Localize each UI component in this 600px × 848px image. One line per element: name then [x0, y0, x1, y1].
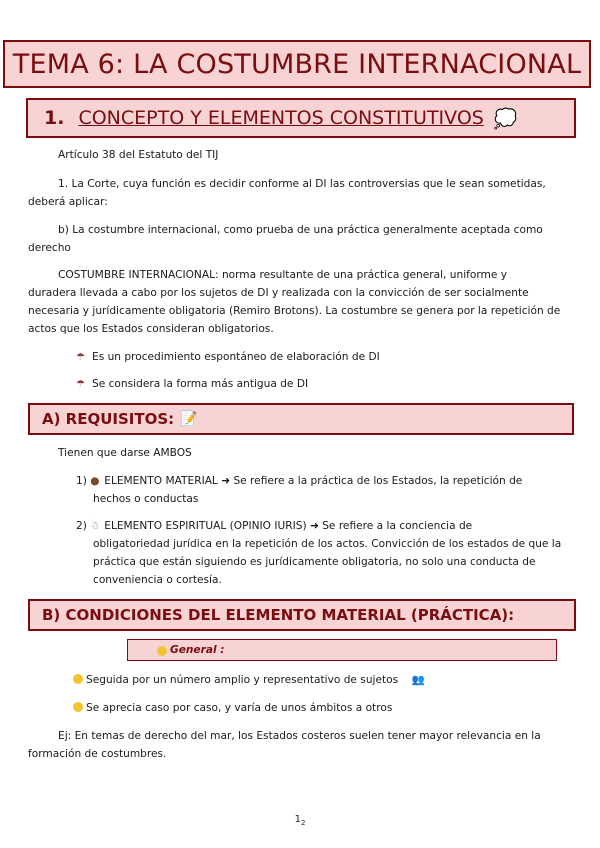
umbrella-icon: ☂ — [76, 352, 85, 363]
section-1-number: 1. — [44, 107, 65, 129]
section-a-title: A) REQUISITOS: — [42, 410, 175, 428]
article-reference: Artículo 38 del Estatuto del TIJ — [58, 149, 219, 161]
general-label: General : — [170, 644, 225, 656]
requirement-1-text: ELEMENTO MATERIAL ➜ Se refiere a la práctica de los Estados, la repetición de — [104, 475, 523, 487]
page-number — [0, 814, 600, 827]
section-b-title: B) CONDICIONES DEL ELEMENTO MATERIAL (PRÁCTICA): — [42, 606, 515, 624]
requirement-2-line-4: conveniencia o cortesía. — [93, 574, 222, 586]
article-paragraph-2-line-1: b) La costumbre internacional, como prueba de una práctica generalmente aceptada como — [58, 224, 543, 236]
requirement-1-line-1 — [76, 472, 522, 491]
requirement-2-text: ELEMENTO ESPIRITUAL (OPINIO IURIS) ➜ Se refiere a la conciencia de — [104, 520, 473, 532]
page-number-value: 1 — [294, 814, 301, 825]
requirement-2-line-3: práctica que están siguiendo es jurídicamente obligatoria, no solo una conducta de — [93, 556, 536, 568]
example-line-2: formación de costumbres. — [28, 748, 167, 760]
memo-icon: 📝 — [180, 411, 198, 427]
bullet-2-text: Se considera la forma más antigua de DI — [92, 378, 309, 390]
requirement-1-number: 1) — [76, 475, 87, 487]
document-title: TEMA 6: LA COSTUMBRE INTERNACIONAL — [12, 48, 582, 80]
definition-line-1: COSTUMBRE INTERNACIONAL: norma resultante de una práctica general, uniforme y — [58, 269, 508, 281]
definition-line-3: necesaria y jurídicamente obligatoria (Remiro Brotons). La costumbre se genera por la repetición de — [28, 305, 561, 317]
requirement-2-line-1 — [76, 517, 472, 536]
smiley-icon — [72, 702, 86, 712]
condition-2-text: Se aprecia caso por caso, y varía de unos ámbitos a otros — [86, 702, 393, 714]
ghost-icon: ☃ — [90, 520, 100, 532]
requirements-intro: Tienen que darse AMBOS — [58, 447, 192, 459]
section-1-title: CONCEPTO Y ELEMENTOS CONSTITUTIVOS — [78, 107, 484, 129]
bullet-1 — [76, 348, 380, 368]
article-paragraph-2-line-2: derecho — [28, 242, 71, 254]
thought-bubble-icon: 💭 — [493, 107, 518, 130]
example-line-1: Ej: En temas de derecho del mar, los Estados costeros suelen tener mayor relevancia en la — [58, 730, 541, 742]
condition-2 — [72, 699, 392, 718]
bullet-2 — [76, 375, 308, 395]
article-paragraph-1-line-2: deberá aplicar: — [28, 196, 108, 208]
definition-line-2: duradera llevada a cabo por los sujetos de DI y realizada con la convicción de ser socialmente — [28, 287, 529, 299]
people-icon: 👥 — [411, 674, 425, 686]
page-number-subscript: 2 — [300, 819, 306, 827]
smiley-icon — [72, 674, 86, 684]
requirement-2-line-2: obligatoriedad jurídica en la repetición de los actos. Convicción de los estados de que la — [93, 538, 562, 550]
section-b-heading — [28, 599, 576, 631]
bullet-1-text: Es un procedimiento espontáneo de elaboración de DI — [92, 351, 380, 363]
requirement-2-number: 2) — [76, 520, 87, 532]
condition-1-text: Seguida por un número amplio y representativo de sujetos — [86, 674, 399, 686]
smiley-icon — [156, 646, 170, 656]
article-paragraph-1-line-1: 1. La Corte, cuya función es decidir conforme al DI las controversias que le sean sometidas, — [58, 178, 546, 190]
document-title-box — [3, 40, 591, 88]
umbrella-icon: ☂ — [76, 379, 85, 390]
definition-line-4: actos que los Estados consideran obligatorios. — [28, 323, 274, 335]
general-label-box — [127, 639, 557, 661]
rock-icon: ● — [90, 475, 100, 487]
section-1-heading — [26, 98, 576, 138]
section-a-heading — [28, 403, 574, 435]
condition-1 — [72, 671, 425, 690]
requirement-1-line-2: hechos o conductas — [93, 493, 199, 505]
